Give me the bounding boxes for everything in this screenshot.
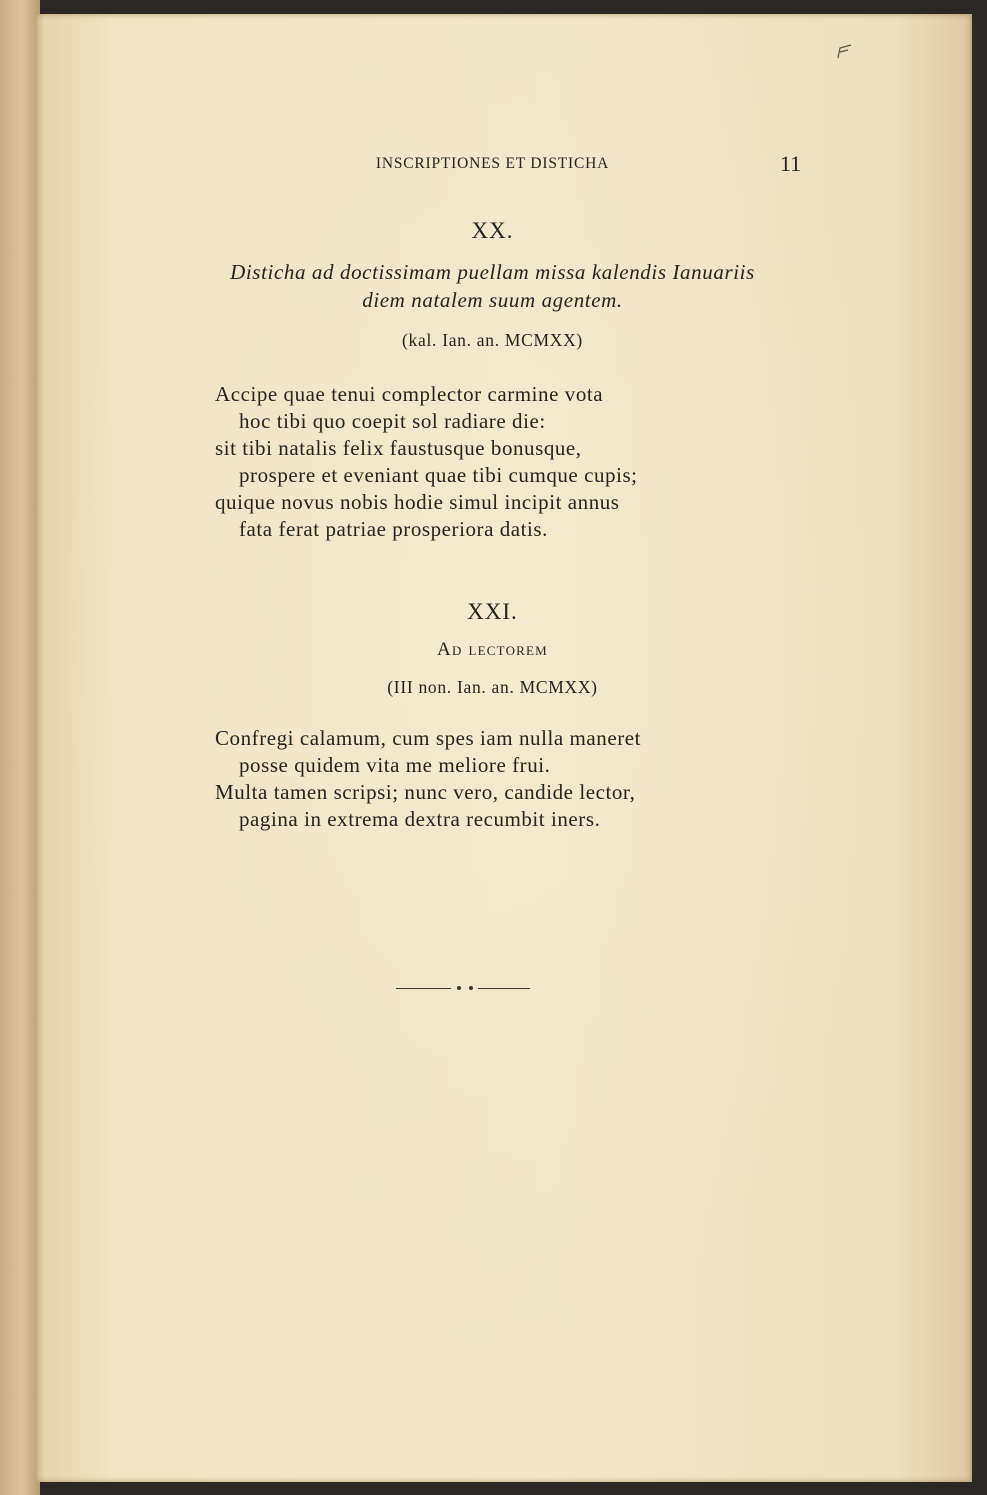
section-title: Ad lectorem — [437, 639, 548, 660]
verse-line: prospere et eveniant quae tibi cumque cupis; — [239, 463, 638, 487]
verse-line: Multa tamen scripsi; nunc vero, candide lector, — [215, 780, 636, 804]
ornament-dot — [469, 986, 473, 990]
end-ornament — [396, 984, 530, 992]
verse-line: quique novus nobis hodie simul incipit annus — [215, 490, 620, 514]
book-page — [36, 14, 972, 1482]
verse-line: Accipe quae tenui complector carmine vota — [215, 382, 604, 406]
ornament-rule-left — [396, 988, 451, 989]
verse-line: hoc tibi quo coepit sol radiare die: — [239, 409, 546, 433]
section-date: (III non. Ian. an. MCMXX) — [387, 677, 598, 697]
verse-line: fata ferat patriae prosperiora datis. — [239, 517, 548, 541]
verse-line: sit tibi natalis felix faustusque bonusque, — [215, 436, 582, 460]
verse-line: posse quidem vita me meliore frui. — [239, 753, 551, 777]
running-head: INSCRIPTIONES ET DISTICHA — [375, 155, 610, 172]
section-title-line: diem natalem suum agentem. — [362, 288, 623, 312]
previous-page-edge — [0, 0, 40, 1495]
section-title-line: Disticha ad doctissimam puellam missa kalendis Ianuariis — [230, 260, 755, 284]
section-number: XXI. — [467, 599, 518, 624]
pencil-mark-icon — [836, 42, 856, 62]
section-date: (kal. Ian. an. MCMXX) — [402, 330, 583, 350]
ornament-rule-right — [478, 988, 530, 989]
page-number: 11 — [780, 151, 802, 176]
section-number: XX. — [471, 218, 514, 243]
verse-line: Confregi calamum, cum spes iam nulla maneret — [215, 726, 641, 750]
ornament-dot — [457, 986, 461, 990]
verse-line: pagina in extrema dextra recumbit iners. — [239, 807, 601, 831]
pencil-mark — [836, 42, 856, 62]
